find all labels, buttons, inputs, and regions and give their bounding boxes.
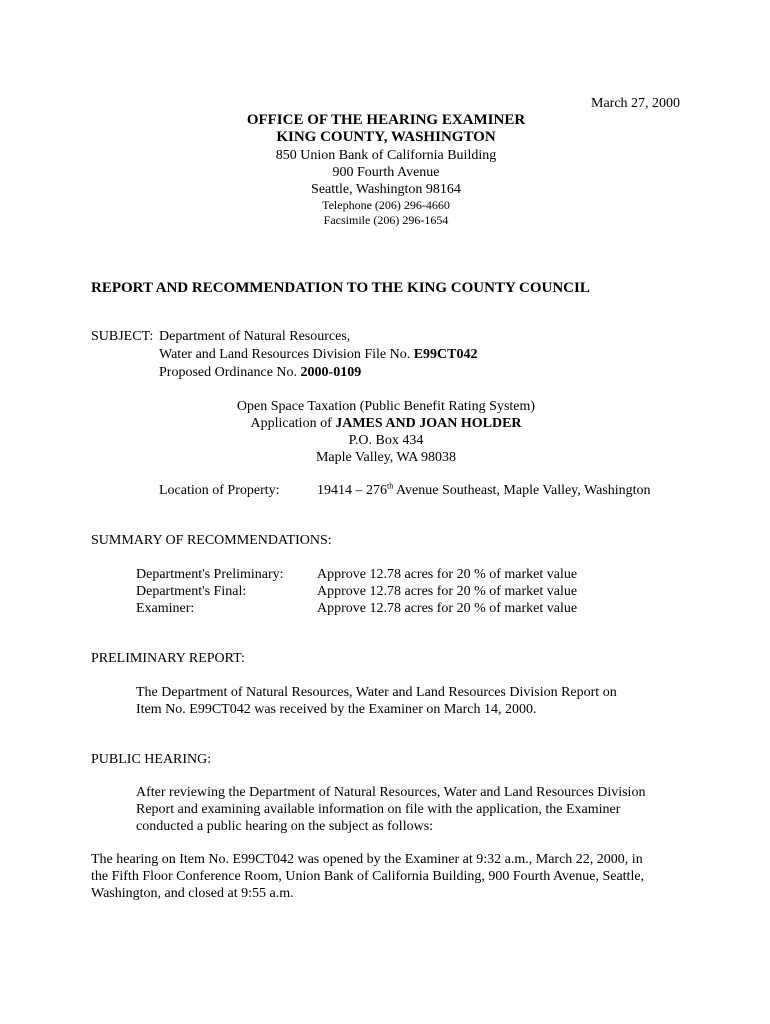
applicant-po-box: P.O. Box 434	[348, 433, 424, 448]
summary-label-examiner: Examiner:	[136, 601, 195, 616]
subject-line-2	[159, 346, 478, 363]
summary-value-examiner: Approve 12.78 acres for 20 % of market value	[317, 601, 578, 616]
summary-value-preliminary: Approve 12.78 acres for 20 % of market value	[317, 567, 578, 582]
location-value	[317, 482, 651, 499]
summary-label-final: Department's Final:	[136, 584, 247, 599]
hearing-heading: PUBLIC HEARING:	[91, 752, 212, 767]
city-address: Seattle, Washington 98164	[311, 182, 461, 197]
applicant-line	[186, 415, 586, 432]
applicant-prefix: Application of	[250, 416, 336, 431]
subject-label: SUBJECT:	[91, 329, 154, 344]
county-name: KING COUNTY, WASHINGTON	[276, 129, 496, 145]
location-label: Location of Property:	[159, 483, 280, 498]
file-number: E99CT042	[413, 347, 478, 362]
hearing-body-line-1: The hearing on Item No. E99CT042 was opened by the Examiner at 9:32 a.m., March 22, 2000, in	[91, 852, 643, 867]
subject-line-1: Department of Natural Resources,	[159, 329, 351, 344]
summary-label-preliminary: Department's Preliminary:	[136, 567, 284, 582]
hearing-body-line-3: Washington, and closed at 9:55 a.m.	[91, 886, 294, 901]
program-name: Open Space Taxation (Public Benefit Rating System)	[236, 399, 536, 414]
applicant-name: JAMES AND JOAN HOLDER	[335, 416, 522, 431]
street-address: 900 Fourth Avenue	[332, 165, 440, 180]
file-no-prefix: Water and Land Resources Division File No.	[159, 347, 414, 362]
ordinance-number: 2000-0109	[300, 365, 362, 380]
facsimile: Facsimile (206) 296-1654	[323, 213, 449, 227]
location-ordinal: th	[387, 481, 394, 491]
summary-value-final: Approve 12.78 acres for 20 % of market value	[317, 584, 578, 599]
location-rest: Avenue Southeast, Maple Valley, Washington	[393, 483, 651, 498]
hearing-indent-line-3: conducted a public hearing on the subject as follows:	[136, 819, 434, 834]
building-address: 850 Union Bank of California Building	[275, 148, 497, 163]
subject-line-3	[159, 364, 361, 381]
report-title: REPORT AND RECOMMENDATION TO THE KING COUNTY COUNCIL	[91, 280, 590, 296]
preliminary-line-1: The Department of Natural Resources, Water and Land Resources Division Report on	[136, 685, 617, 700]
ordinance-prefix: Proposed Ordinance No.	[159, 365, 301, 380]
preliminary-line-2: Item No. E99CT042 was received by the Examiner on March 14, 2000.	[136, 702, 537, 717]
applicant-city: Maple Valley, WA 98038	[315, 450, 457, 465]
telephone: Telephone (206) 296-4660	[322, 198, 450, 212]
hearing-indent-line-1: After reviewing the Department of Natural Resources, Water and Land Resources Division	[136, 785, 646, 800]
hearing-body-line-2: the Fifth Floor Conference Room, Union Bank of California Building, 900 Fourth Avenue, Seattle,	[91, 869, 645, 884]
location-number: 19414 – 276	[317, 483, 387, 498]
document-date: March 27, 2000	[591, 96, 681, 111]
preliminary-heading: PRELIMINARY REPORT:	[91, 651, 245, 666]
office-name: OFFICE OF THE HEARING EXAMINER	[246, 112, 526, 128]
hearing-indent-line-2: Report and examining available information on file with the application, the Examiner	[136, 802, 621, 817]
summary-heading: SUMMARY OF RECOMMENDATIONS:	[91, 533, 332, 548]
